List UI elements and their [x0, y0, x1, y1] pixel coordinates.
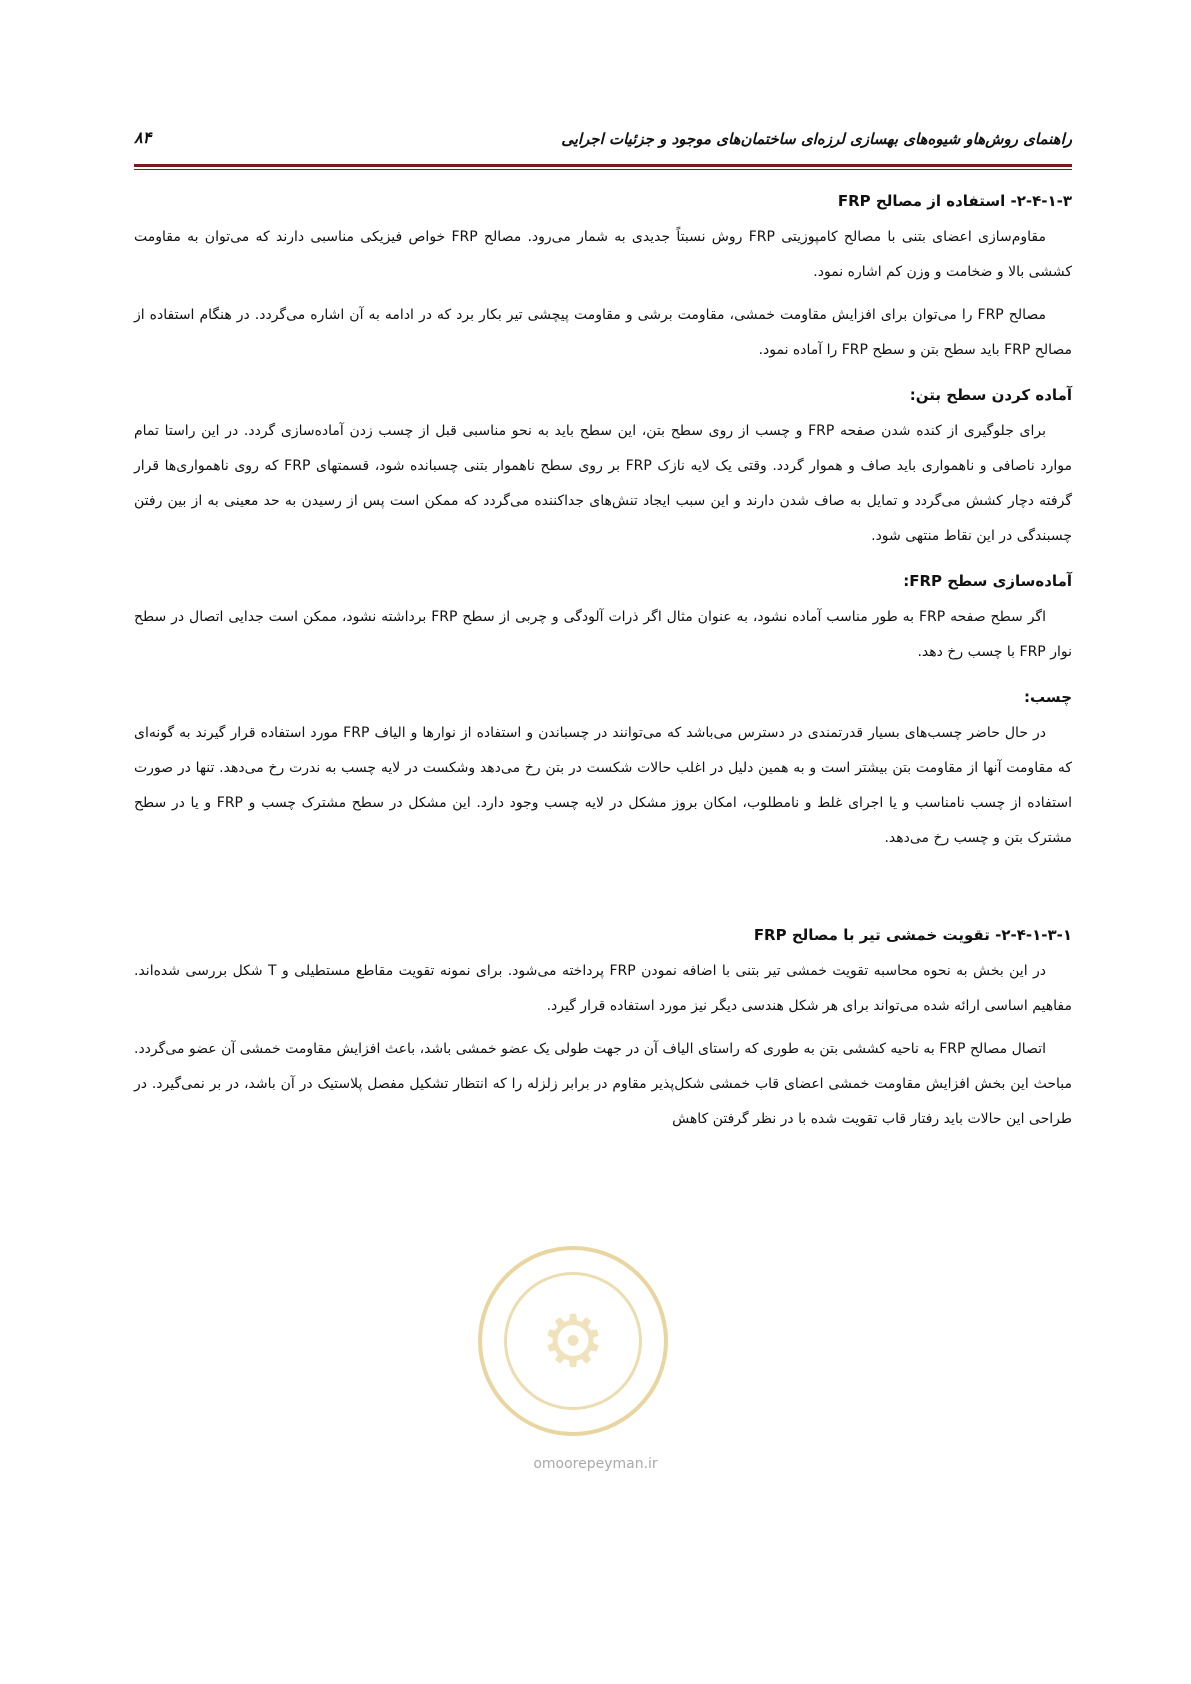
paragraph: در حال حاضر چسب‌های بسیار قدرتمندی در دسترس می‌باشد که می‌توانند در چسباندن و استفاده از نوارها و الیاف FRP مورد استفاده قرار گیرند به گونه‌ای که مقاومت آنها از مقاومت بتن بیشتر است و به همین دلیل در اغلب حالات شکست در بتن رخ می‌دهد وشکست در لایه چسب به ندرت رخ می‌دهد. تنها در صورت استفاده از چسب نامناسب و یا اجرای غلط و نامطلوب، امکان بروز مشکل در لایه چسب وجود دارد. این مشکل در سطح مشترک چسب و FRP و یا در سطح مشترک بتن و چسب رخ می‌دهد.	[134, 725, 1072, 846]
section-concrete-surface	[134, 386, 1072, 554]
header-rule-thick	[134, 164, 1072, 167]
header-rule-thin	[134, 169, 1072, 170]
paragraph: اگر سطح صفحه FRP به طور مناسب آماده نشود، به عنوان مثال اگر ذرات آلودگی و چربی از سطح FRP برداشته نشود، ممکن است جدایی اتصال در سطح نوار FRP با چسب رخ دهد.	[134, 609, 1072, 660]
body-content	[134, 180, 1072, 1145]
paragraph: مقاوم‌سازی اعضای بتنی با مصالح کامپوزیتی FRP روش نسبتاً جدیدی به شمار می‌رود. مصالح FRP خواص فیزیکی مناسبی دارند که می‌توان به مقاومت کششی بالا و ضخامت و وزن کم اشاره نمود.	[134, 229, 1072, 280]
page-number: ۸۴	[134, 128, 152, 147]
section-heading: ۲-۴-۱-۳- استفاده از مصالح FRP	[837, 192, 1072, 210]
paragraph: اتصال مصالح FRP به ناحیه کششی بتن به طوری که راستای الیاف آن در جهت طولی یک عضو خمشی باشد، باعث افزایش مقاومت خمشی آن عضو می‌گردد. مباحث این بخش افزایش مقاومت خمشی اعضای قاب خمشی شکل‌پذیر مقاوم در برابر زلزله را که انتظار تشکیل مفصل پلاستیک در آن باشد، در بر نمی‌گیرد. در طراحی این حالات باید رفتار قاب تقویت شده با در نظر گرفتن کاهش	[134, 1041, 1072, 1127]
section-heading: چسب:	[1024, 688, 1072, 706]
paragraph: در این بخش به نحوه محاسبه تقویت خمشی تیر بتنی با اضافه نمودن FRP پرداخته می‌شود. برای نمونه تقویت مقاطع مستطیلی و T شکل بررسی شده‌اند. مفاهیم اساسی ارائه شده می‌تواند برای هر شکل هندسی دیگر نیز مورد استفاده قرار گیرد.	[134, 963, 1072, 1014]
section-frp-surface	[134, 572, 1072, 670]
watermark-seal-icon	[478, 1246, 668, 1436]
section-frp-materials	[134, 192, 1072, 368]
section-heading: آماده کردن سطح بتن:	[909, 386, 1072, 404]
header-title: راهنمای روش‌هاو شیوه‌های بهسازی لرزه‌ای ساختمان‌های موجود و جزئیات اجرایی	[561, 130, 1072, 148]
running-header	[134, 124, 1072, 164]
paragraph: مصالح FRP را می‌توان برای افزایش مقاومت خمشی، مقاومت برشی و مقاومت پیچشی تیر بکار برد که در ادامه به آن اشاره می‌گردد. در هنگام استفاده از مصالح FRP باید سطح بتن و سطح FRP را آماده نمود.	[134, 307, 1072, 358]
paragraph: برای جلوگیری از کنده شدن صفحه FRP و چسب از روی سطح بتن، این سطح باید به نحو مناسبی قبل از چسب زدن آماده‌سازی گردد. در این راستا تمام موارد ناصافی و ناهمواری باید صاف و هموار گردد. وقتی یک لایه نازک FRP بر روی سطح ناهموار بتنی چسبانده شود، قسمتهای FRP که روی ناهمواری‌ها قرار گرفته دچار کشش می‌گردد و تمایل به صاف شدن دارند و این سبب ایجاد تنش‌های جداکننده می‌گردد که ممکن است پس از رسیدن به حد معینی به از بین رفتن چسبندگی در این نقاط منتهی شود.	[134, 423, 1073, 544]
watermark-site: omoorepeyman.ir	[533, 1456, 658, 1472]
section-heading: آماده‌سازی سطح FRP:	[903, 572, 1072, 590]
section-adhesive	[134, 688, 1072, 856]
section-flexural-strengthening	[134, 926, 1072, 1137]
gear-icon: ⚙	[540, 1299, 606, 1383]
section-heading: ۲-۴-۱-۳-۱- تقویت خمشی تیر با مصالح FRP	[753, 926, 1072, 944]
